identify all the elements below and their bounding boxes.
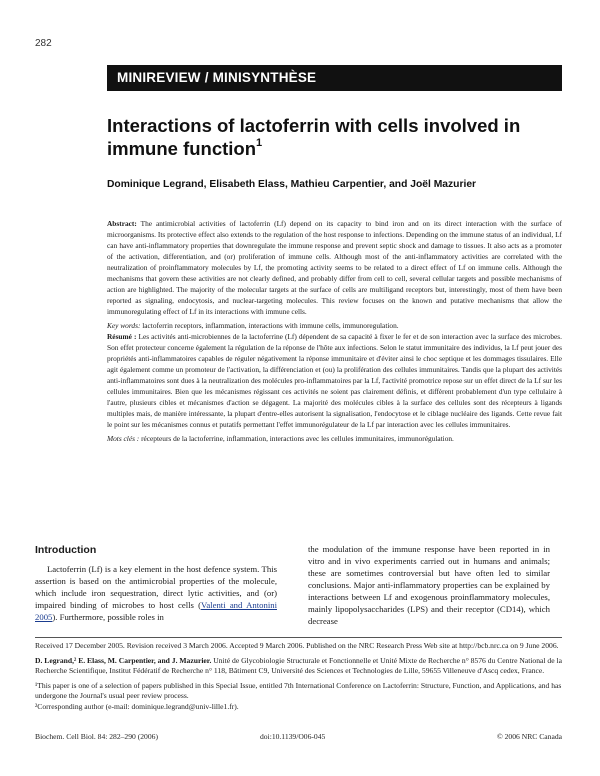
resume-label: Résumé :: [107, 332, 137, 341]
affiliation-authors: D. Legrand,² E. Elass, M. Carpentier, and J. Mazurier.: [35, 655, 212, 665]
body-column-left: [35, 544, 277, 623]
section-banner: MINIREVIEW / MINISYNTHÈSE: [107, 65, 562, 91]
author-list: Dominique Legrand, Elisabeth Elass, Mathieu Carpentier, and Joël Mazurier: [107, 179, 477, 190]
body-column-right: [308, 543, 550, 627]
footnote-special-issue: ¹This paper is one of a selection of papers published in this Special Issue, entitled 7th International Conference on Lactoferrin: Structure, Function, and Applications, and has undergone the Journal's usual peer review process.: [35, 680, 562, 700]
affiliation-address: Unité de Glycobiologie Structurale et Fonctionnelle et Unité Mixte de Recherche n° 8576 du Centre National de la Recherche Scientifique, Institut Fédératif de Recherche n° 118, Bâtiment C9, Université des Sciences et Technologies de Lille, 59655 Villeneuve d'Ascq cedex, France.: [35, 655, 562, 675]
introduction-heading: Introduction: [35, 544, 97, 556]
journal-citation: Biochem. Cell Biol. 84: 282–290 (2006): [35, 732, 158, 741]
intro-text-end: ). Furthermore, possible roles in: [52, 612, 164, 622]
footer-divider: [35, 637, 562, 638]
article-footer: [35, 637, 562, 712]
resume-text: Les activités anti-microbiennes de la lactoferrine (Lf) dépendent de sa capacité à fixer le fer et de son interaction avec la surface des microbes. Son effet protecteur concerne également la régulation de la réponse de l'hôte aux infections. Selon le statut immunitaire des individus, la Lf peut jouer des propriétés anti-inflammatoires capables de réguler négativement la réponse immunitaire et d'éviter ainsi le choc septique et les dommages tissulaires. Elle agit également comme un promoteur de l'activation, la différenciation et (ou) la prolifération des cellules immunitaires. Tandis que la plupart des activités anti-inflammatoires sont dues à la neutralization des molécules pro-inflammatoires par la Lf, l'activité promotrice repose sur un effet direct de la Lf sur les cellules immunitaires. Bien que les mécanismes régissant ces activités ne soient pas clairement définis, et diffèrent probablement d'un type cellulaire à l'autre, plusieurs cibles et mécanismes d'action se dégagent. La majorité des molécules cibles à la surface des cellules sont des récepteurs à ligands multiples mais, de manière intéressante, la plupart d'entre-elles autorisent la signalisation, l'endocytose et le ciblage nucléaire des ligands. Cette revue fait le point sur les mécanismes connus et putatifs permettant l'effet immunorégulateur de la Lf par interaction avec les cellules immunitaires.: [107, 332, 562, 429]
footnote-corresponding-author: ²Corresponding author (e-mail: dominique.legrand@univ-lille1.fr).: [35, 701, 239, 711]
received-dates: Received 17 December 2005. Revision received 3 March 2006. Accepted 9 March 2006. Published on the NRC Research Press Web site at http://bcb.nrc.ca on 9 June 2006.: [35, 641, 559, 650]
article-title: [107, 114, 557, 160]
title-text: Interactions of lactoferrin with cells involved in immune function: [107, 115, 521, 159]
keywords-label: Key words:: [107, 321, 141, 330]
abstract-block: [107, 218, 562, 444]
citation-link[interactable]: Valenti and Antonini 2005: [35, 600, 277, 622]
mots-cles-label: Mots clés :: [107, 434, 140, 443]
doi-text: doi:10.1139/O06-045: [260, 732, 326, 741]
keywords-text: lactoferrin receptors, inflammation, interactions with immune cells, immunoregulation.: [142, 321, 399, 330]
abstract-label: Abstract:: [107, 219, 137, 228]
introduction-paragraph: [35, 563, 277, 623]
keywords-line: [107, 320, 562, 331]
abstract-paragraph: [107, 218, 562, 317]
page-number: 282: [35, 38, 52, 49]
intro-text-start: Lactoferrin (Lf) is a key element in the host defence system. This assertion is based on the antimicrobial properties of the molecule, which include iron sequestration, direct lytic activities, and (or) impaired binding of microbes to host cells (: [35, 564, 277, 610]
mots-cles-text: récepteurs de la lactoferrine, inflammation, interactions avec les cellules immunitaires, immunorégulation.: [141, 434, 454, 443]
introduction-continuation: the modulation of the immune response have been reported in in vitro and in vivo experiments carried out in humans and animals; these are sometimes controversial but have often led to similar conclusions. Major anti-inflammatory properties can be explained by interactions between Lf and exogenous proinflammatory molecules, mainly lipopolysaccharides (LPS) and their receptor (CD14), which decrease: [308, 544, 550, 626]
copyright-notice: © 2006 NRC Canada: [496, 732, 562, 741]
resume-paragraph: [107, 331, 562, 430]
mots-cles-line: [107, 433, 562, 444]
abstract-text: The antimicrobial activities of lactoferrin (Lf) depend on its capacity to bind iron and on its direct interaction with the surface of microorganisms. Its protective effect also extends to the regulation of the host response to infections. Depending on the immune status of an individual, Lf can have anti-inflammatory properties that downregulate the immune response and prevent septic shock and damage to tissues. It also acts as a promoter of the activation, differentiation, and (or) proliferation of immune cells. Although most of the anti-inflammatory activities are correlated with the neutralization of proinflammatory molecules by Lf, the promoting activity seems to be related to a direct effect of Lf on immune cells. Although the mechanisms that govern these activities are not clearly defined, and probably differ from cell to cell, several cellular targets and possible mechanisms of action are highlighted. The majority of the molecular targets at the surface of cells are multiligand receptors but, interestingly, most of them have been reported as signaling, endocytosis, and nuclear-targeting molecules. This review focuses on the known and putative mechanisms that allow the immunoregulating effect of Lf in its interactions with immune cells.: [107, 219, 562, 316]
title-footnote-marker: 1: [256, 136, 263, 149]
author-affiliation: [35, 656, 562, 677]
